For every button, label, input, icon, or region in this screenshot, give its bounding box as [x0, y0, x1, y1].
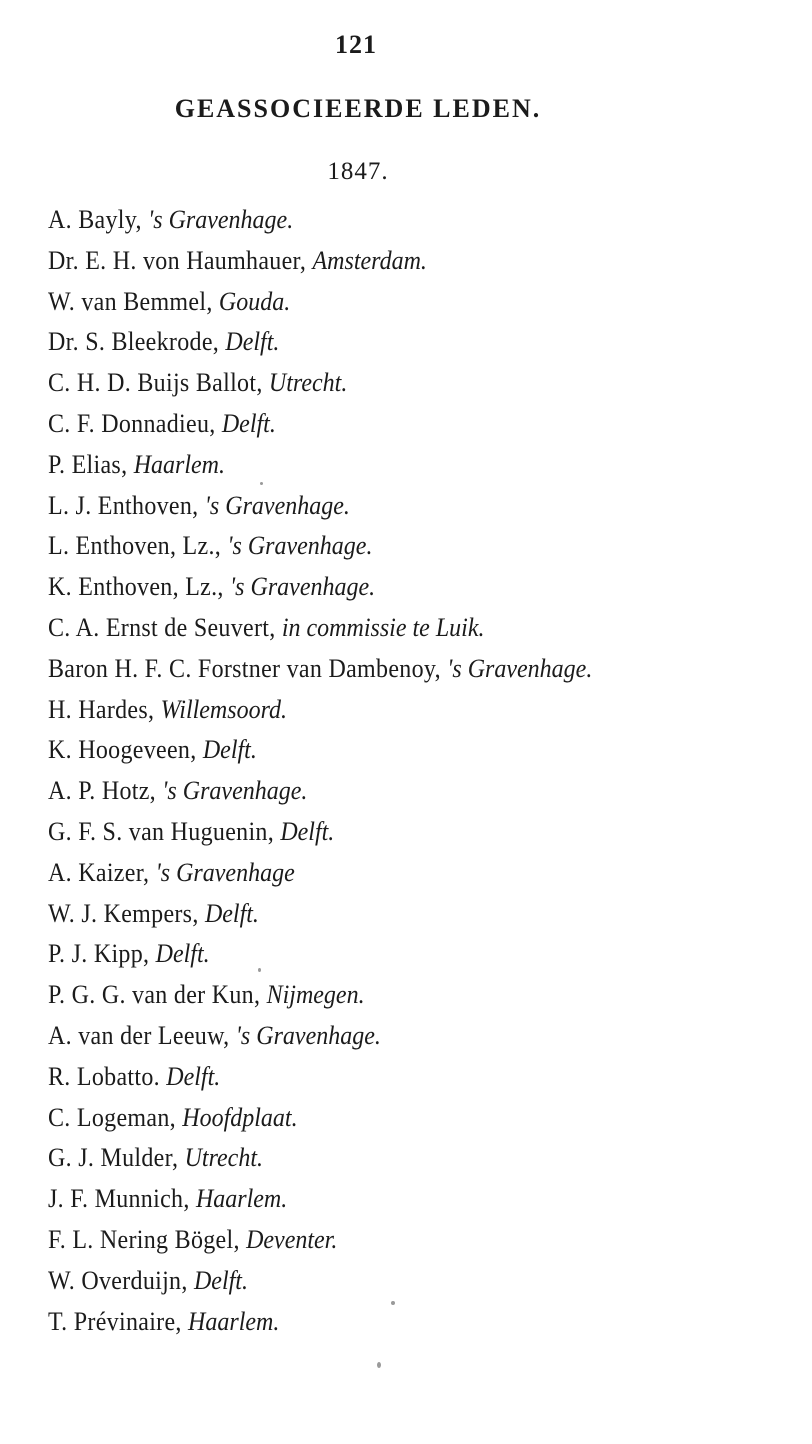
- member-place: 's Gravenhage.: [204, 491, 350, 521]
- member-name: F. L. Nering Bögel,: [48, 1225, 247, 1255]
- member-place: Gouda.: [218, 287, 291, 317]
- member-name: H. Hardes,: [48, 695, 161, 725]
- ink-speck: [377, 1362, 381, 1368]
- member-entry: [48, 1221, 592, 1267]
- member-entry: [48, 568, 592, 614]
- member-entry: [48, 201, 592, 247]
- member-place: 's Gravenhage.: [162, 776, 308, 806]
- member-entry: [48, 527, 592, 573]
- member-place: Amsterdam.: [312, 246, 427, 276]
- member-entry: [48, 609, 592, 655]
- member-list: [48, 201, 592, 1343]
- member-name: W. Overduijn,: [48, 1266, 194, 1296]
- ink-speck: [391, 1301, 395, 1305]
- member-name: A. Bayly,: [48, 205, 149, 235]
- member-place: Haarlem.: [188, 1306, 280, 1337]
- member-place: Haarlem.: [195, 1184, 288, 1214]
- member-entry: [48, 323, 592, 369]
- member-entry: [48, 772, 592, 818]
- member-entry: [48, 242, 592, 288]
- member-place: Delft.: [155, 939, 210, 969]
- member-place: Delft.: [204, 899, 259, 929]
- member-name: Baron H. F. C. Forstner van Dambenoy,: [48, 654, 448, 684]
- year-heading: 1847.: [327, 158, 389, 185]
- member-entry: [48, 691, 592, 737]
- member-place: 's Gravenhage: [155, 858, 295, 888]
- member-entry: [48, 1099, 592, 1145]
- member-entry: [48, 446, 592, 492]
- member-name: P. J. Kipp,: [48, 939, 156, 969]
- member-name: C. A. Ernst de Seuvert,: [48, 613, 282, 643]
- member-name: A. Kaizer,: [48, 858, 156, 888]
- member-entry: [48, 487, 592, 533]
- member-entry: [48, 895, 592, 941]
- member-place: Delft.: [166, 1062, 221, 1092]
- member-place: Delft.: [225, 327, 280, 357]
- member-entry: [48, 1180, 592, 1226]
- member-place: Deventer.: [246, 1225, 338, 1255]
- member-entry: [48, 364, 592, 410]
- member-name: W. J. Kempers,: [48, 899, 205, 929]
- member-name: C. H. D. Buijs Ballot,: [48, 368, 269, 398]
- member-name: Dr. E. H. von Haumhauer,: [48, 246, 313, 276]
- member-place: Hoofdplaat.: [182, 1103, 298, 1133]
- member-place: Delft.: [280, 817, 335, 847]
- member-entry: [48, 1017, 592, 1063]
- member-name: L. Enthoven, Lz.,: [48, 531, 228, 561]
- member-entry: [48, 935, 592, 981]
- member-name: L. J. Enthoven,: [48, 491, 205, 521]
- member-place: 's Gravenhage.: [227, 531, 373, 561]
- member-name: P. G. G. van der Kun,: [48, 980, 267, 1010]
- member-name: G. J. Mulder,: [48, 1143, 185, 1173]
- member-name: A. van der Leeuw,: [48, 1021, 236, 1051]
- member-place: Utrecht.: [268, 368, 348, 398]
- member-place: Delft.: [221, 409, 276, 439]
- ink-speck: [258, 968, 261, 972]
- member-place: 's Gravenhage.: [230, 572, 376, 602]
- member-entry: [48, 854, 592, 900]
- member-name: R. Lobatto.: [48, 1062, 167, 1092]
- member-place: 's Gravenhage.: [235, 1021, 381, 1051]
- section-heading: GEASSOCIEERDE LEDEN.: [174, 94, 542, 123]
- member-entry: [48, 1303, 592, 1349]
- member-entry: [48, 731, 592, 777]
- member-entry: [48, 405, 592, 451]
- member-name: T. Prévinaire,: [48, 1306, 189, 1337]
- member-place: 's Gravenhage.: [447, 654, 593, 684]
- member-place: Utrecht.: [184, 1143, 263, 1173]
- member-place: Haarlem.: [133, 450, 226, 480]
- member-place: in commissie te Luik.: [281, 613, 485, 643]
- member-entry: [48, 283, 592, 329]
- member-name: G. F. S. van Huguenin,: [48, 817, 281, 847]
- member-name: P. Elias,: [48, 450, 134, 480]
- member-name: K. Enthoven, Lz.,: [48, 572, 231, 602]
- member-name: Dr. S. Bleekrode,: [48, 327, 226, 357]
- member-entry: [48, 1139, 592, 1185]
- member-name: A. P. Hotz,: [48, 776, 163, 806]
- member-entry: [48, 976, 592, 1022]
- member-name: W. van Bemmel,: [48, 287, 219, 317]
- member-entry: [48, 650, 592, 696]
- member-place: Willemsoord.: [160, 695, 288, 725]
- member-name: K. Hoogeveen,: [48, 735, 203, 765]
- member-entry: [48, 1058, 592, 1104]
- member-entry: [48, 813, 592, 859]
- member-name: C. Logeman,: [48, 1103, 183, 1133]
- member-place: Nijmegen.: [266, 980, 365, 1010]
- member-place: Delft.: [202, 735, 257, 765]
- member-name: J. F. Munnich,: [48, 1184, 196, 1214]
- member-place: 's Gravenhage.: [148, 205, 294, 235]
- member-entry: [48, 1262, 592, 1308]
- page-number: 121: [335, 30, 377, 59]
- member-place: Delft.: [193, 1266, 248, 1296]
- member-name: C. F. Donnadieu,: [48, 409, 222, 439]
- ink-speck: [260, 482, 263, 485]
